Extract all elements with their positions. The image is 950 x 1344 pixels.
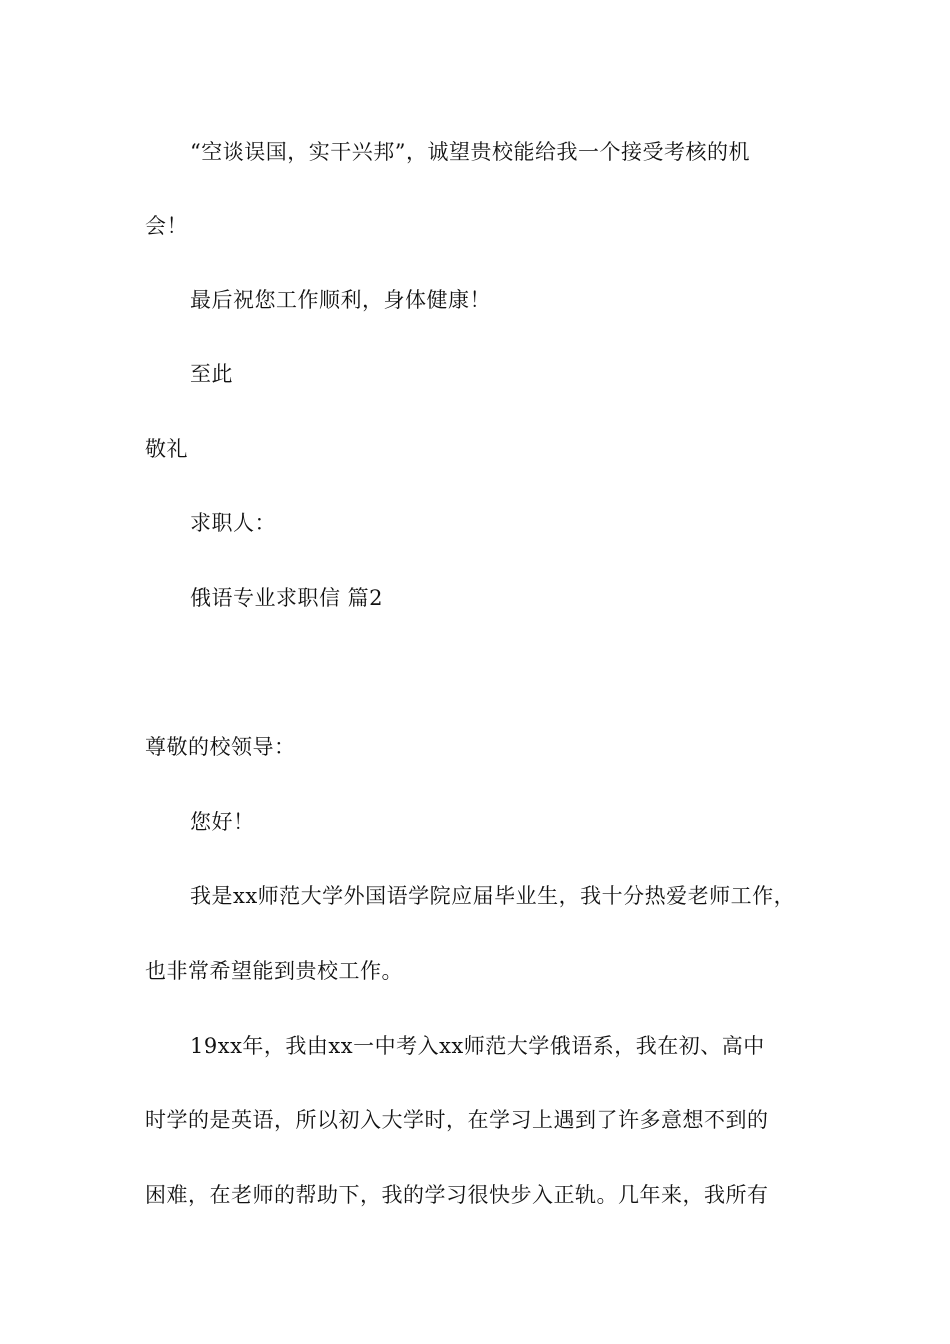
paragraph-line: 时学的是英语，所以初入大学时，在学习上遇到了许多意想不到的 xyxy=(145,1108,769,1132)
greeting-recipient: 尊敬的校领导： xyxy=(145,735,296,759)
section-title: 俄语专业求职信 篇2 xyxy=(190,586,384,610)
paragraph-line: 我是xx师范大学外国语学院应届毕业生，我十分热爱老师工作， xyxy=(190,884,796,908)
paragraph-line: “空谈误国，实干兴邦”，诚望贵校能给我一个接受考核的机 xyxy=(190,140,750,164)
paragraph-line: 会！ xyxy=(145,214,188,238)
salutation-regards: 敬礼 xyxy=(145,437,188,461)
closing-wish: 最后祝您工作顺利，身体健康！ xyxy=(190,288,491,312)
paragraph-line: 19xx年，我由xx一中考入xx师范大学俄语系，我在初、高中 xyxy=(190,1034,765,1058)
greeting: 您好！ xyxy=(190,810,255,834)
signature-label: 求职人： xyxy=(190,511,276,535)
closing-phrase: 至此 xyxy=(190,362,233,386)
paragraph-line: 困难，在老师的帮助下，我的学习很快步入正轨。几年来，我所有 xyxy=(145,1183,769,1207)
paragraph-line: 也非常希望能到贵校工作。 xyxy=(145,959,403,983)
